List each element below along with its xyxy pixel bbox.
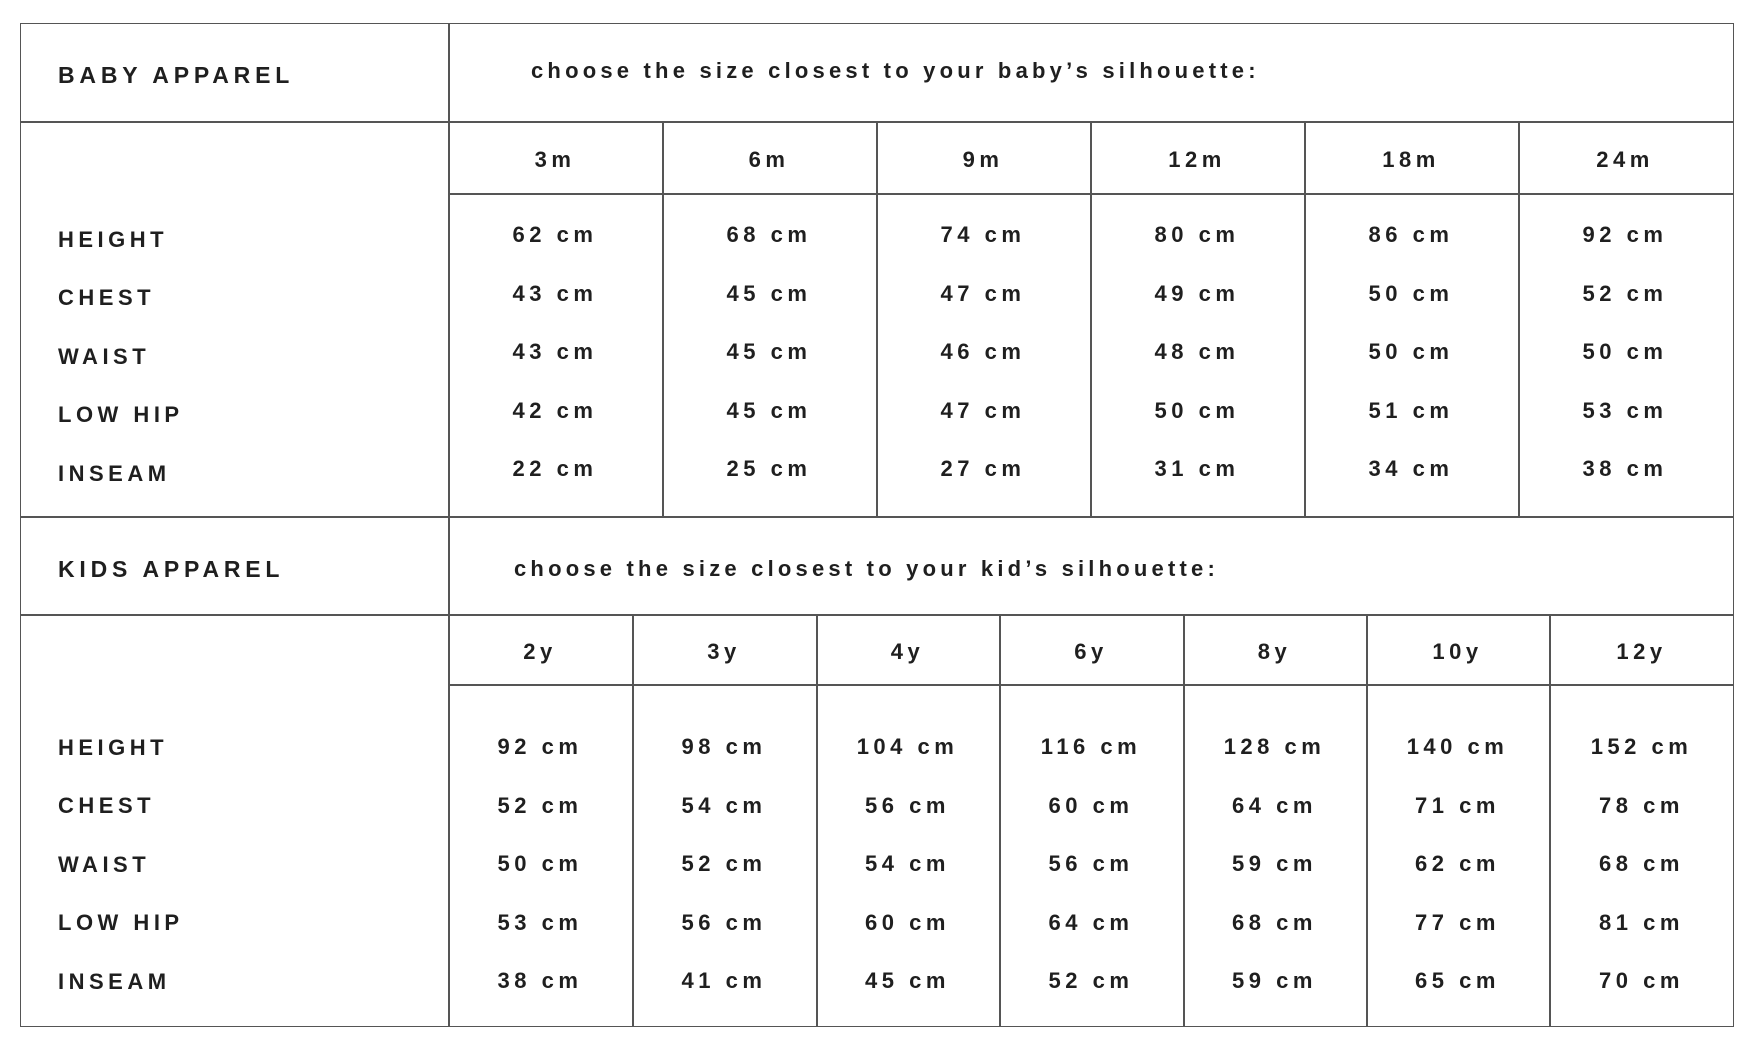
baby-value-cell: 43 cm bbox=[512, 339, 598, 364]
kids-value-cell: 140 cm bbox=[1406, 734, 1509, 759]
baby-value-cell: 46 cm bbox=[940, 339, 1026, 364]
kids-value-cell: 65 cm bbox=[1415, 968, 1500, 993]
kids-measurement-label: LOW HIP bbox=[58, 910, 184, 935]
baby-size-header: 18m bbox=[1382, 147, 1440, 172]
kids-col-divider bbox=[999, 614, 1001, 1027]
baby-value-cell: 74 cm bbox=[940, 222, 1026, 247]
kids-value-cell: 54 cm bbox=[681, 793, 767, 818]
kids-section-title: KIDS APPAREL bbox=[58, 556, 285, 582]
baby-value-cell: 50 cm bbox=[1368, 339, 1454, 364]
baby-value-cell: 51 cm bbox=[1368, 398, 1454, 423]
baby-size-header: 9m bbox=[962, 147, 1004, 172]
baby-measurement-label: CHEST bbox=[58, 285, 156, 310]
section-divider bbox=[20, 516, 1734, 518]
kids-value-cell: 56 cm bbox=[681, 910, 767, 935]
baby-value-cell: 25 cm bbox=[726, 456, 812, 481]
kids-col-divider bbox=[1549, 614, 1551, 1027]
kids-value-cell: 77 cm bbox=[1415, 910, 1500, 935]
baby-size-header: 6m bbox=[748, 147, 790, 172]
baby-value-cell: 50 cm bbox=[1582, 339, 1668, 364]
baby-value-cell: 45 cm bbox=[726, 281, 812, 306]
baby-value-cell: 49 cm bbox=[1154, 281, 1240, 306]
kids-col-divider bbox=[632, 614, 634, 1027]
kids-size-header: 2y bbox=[523, 639, 557, 664]
kids-size-header: 3y bbox=[707, 639, 741, 664]
baby-value-cell: 45 cm bbox=[726, 398, 812, 423]
baby-size-header: 12m bbox=[1168, 147, 1226, 172]
baby-value-cell: 52 cm bbox=[1582, 281, 1668, 306]
kids-value-cell: 41 cm bbox=[681, 968, 767, 993]
kids-value-cell: 152 cm bbox=[1590, 734, 1693, 759]
kids-value-cell: 52 cm bbox=[497, 793, 583, 818]
baby-value-cell: 22 cm bbox=[512, 456, 598, 481]
kids-value-cell: 68 cm bbox=[1599, 851, 1684, 876]
baby-value-cell: 43 cm bbox=[512, 281, 598, 306]
kids-col-divider bbox=[816, 614, 818, 1027]
kids-size-header: 8y bbox=[1257, 639, 1292, 664]
kids-value-cell: 104 cm bbox=[856, 734, 959, 759]
kids-instruction: choose the size closest to your kid’s silhouette: bbox=[514, 556, 1219, 581]
kids-header-divider bbox=[20, 614, 1734, 616]
kids-value-cell: 116 cm bbox=[1040, 734, 1142, 759]
kids-value-cell: 60 cm bbox=[865, 910, 950, 935]
baby-value-cell: 47 cm bbox=[940, 281, 1026, 306]
kids-value-cell: 71 cm bbox=[1415, 793, 1500, 818]
baby-size-header: 24m bbox=[1596, 147, 1654, 172]
baby-value-cell: 27 cm bbox=[940, 456, 1026, 481]
kids-value-cell: 56 cm bbox=[865, 793, 950, 818]
kids-value-cell: 54 cm bbox=[865, 851, 950, 876]
kids-value-cell: 38 cm bbox=[497, 968, 583, 993]
kids-size-header: 6y bbox=[1074, 639, 1108, 664]
kids-col-divider bbox=[1366, 614, 1368, 1027]
baby-value-cell: 48 cm bbox=[1154, 339, 1240, 364]
baby-value-cell: 47 cm bbox=[940, 398, 1026, 423]
kids-value-cell: 52 cm bbox=[1048, 968, 1134, 993]
kids-size-header: 10y bbox=[1432, 639, 1483, 664]
kids-measurement-label: HEIGHT bbox=[58, 735, 169, 760]
kids-value-cell: 53 cm bbox=[497, 910, 583, 935]
kids-value-cell: 81 cm bbox=[1599, 910, 1684, 935]
kids-value-cell: 45 cm bbox=[865, 968, 950, 993]
kids-value-cell: 92 cm bbox=[497, 734, 583, 759]
baby-section-title: BABY APPAREL bbox=[58, 62, 295, 88]
kids-value-cell: 50 cm bbox=[497, 851, 583, 876]
kids-value-cell: 59 cm bbox=[1232, 968, 1317, 993]
kids-value-cell: 70 cm bbox=[1599, 968, 1684, 993]
baby-value-cell: 86 cm bbox=[1368, 222, 1454, 247]
kids-measurement-label: INSEAM bbox=[58, 969, 171, 994]
kids-value-cell: 68 cm bbox=[1232, 910, 1317, 935]
kids-value-cell: 59 cm bbox=[1232, 851, 1317, 876]
baby-measurement-label: HEIGHT bbox=[58, 227, 169, 252]
baby-value-cell: 34 cm bbox=[1368, 456, 1454, 481]
kids-value-cell: 78 cm bbox=[1599, 793, 1684, 818]
baby-measurement-label: WAIST bbox=[58, 344, 151, 369]
baby-value-cell: 31 cm bbox=[1154, 456, 1240, 481]
kids-size-header: 4y bbox=[890, 639, 925, 664]
baby-measurement-label: LOW HIP bbox=[58, 402, 184, 427]
kids-size-header: 12y bbox=[1616, 639, 1667, 664]
baby-value-cell: 38 cm bbox=[1582, 456, 1668, 481]
baby-value-cell: 50 cm bbox=[1368, 281, 1454, 306]
baby-instruction: choose the size closest to your baby’s silhouette: bbox=[531, 58, 1260, 83]
kids-value-cell: 60 cm bbox=[1048, 793, 1134, 818]
kids-value-cell: 64 cm bbox=[1048, 910, 1134, 935]
kids-value-cell: 52 cm bbox=[681, 851, 767, 876]
baby-value-cell: 50 cm bbox=[1154, 398, 1240, 423]
baby-value-cell: 42 cm bbox=[512, 398, 598, 423]
kids-value-cell: 56 cm bbox=[1048, 851, 1134, 876]
baby-size-header: 3m bbox=[534, 147, 576, 172]
baby-value-cell: 53 cm bbox=[1582, 398, 1668, 423]
kids-measurement-label: CHEST bbox=[58, 793, 156, 818]
baby-value-cell: 92 cm bbox=[1582, 222, 1668, 247]
kids-value-cell: 128 cm bbox=[1223, 734, 1326, 759]
baby-value-cell: 45 cm bbox=[726, 339, 812, 364]
baby-value-cell: 68 cm bbox=[726, 222, 812, 247]
kids-measurement-label: WAIST bbox=[58, 852, 151, 877]
kids-size-header-divider bbox=[448, 684, 1734, 686]
baby-value-cell: 80 cm bbox=[1154, 222, 1240, 247]
baby-measurement-label: INSEAM bbox=[58, 461, 171, 486]
kids-col-divider bbox=[1183, 614, 1185, 1027]
kids-value-cell: 98 cm bbox=[681, 734, 767, 759]
kids-value-cell: 64 cm bbox=[1232, 793, 1317, 818]
baby-value-cell: 62 cm bbox=[512, 222, 598, 247]
kids-value-cell: 62 cm bbox=[1415, 851, 1500, 876]
